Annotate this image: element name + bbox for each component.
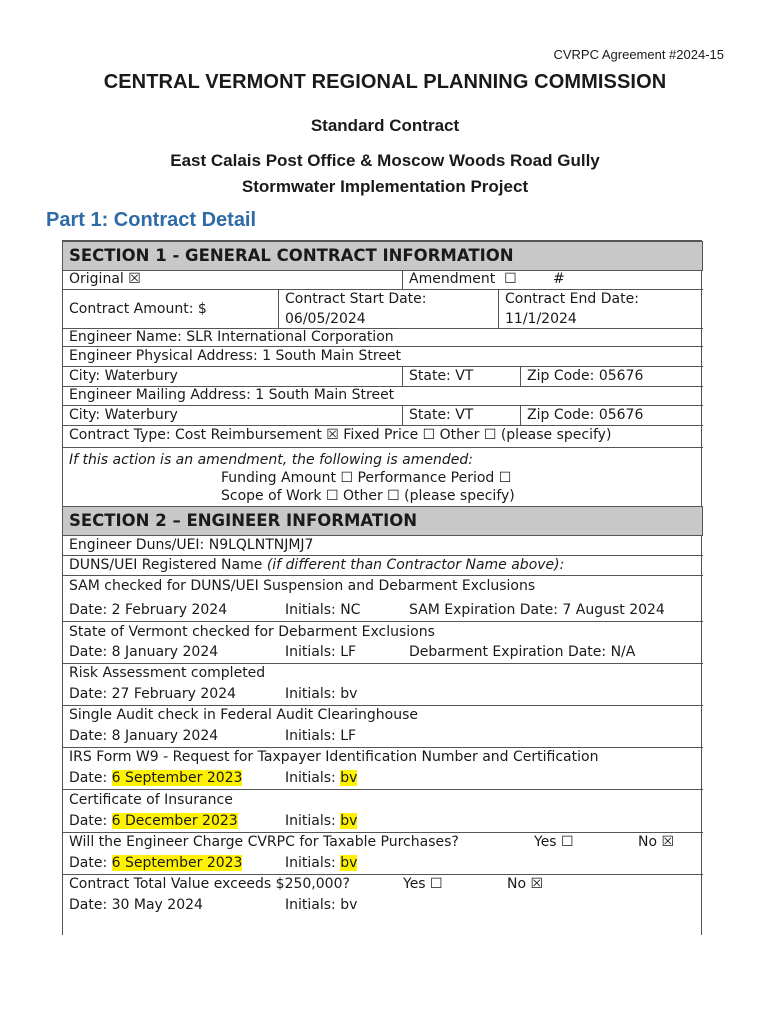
sam-check-title: SAM checked for DUNS/UEI Suspension and Debarment Exclusions (69, 578, 536, 594)
total-value-yes[interactable]: Yes ☐ (403, 876, 443, 892)
original-label: Original ☒ (69, 271, 141, 287)
sam-expiration: SAM Expiration Date: 7 August 2024 (409, 602, 665, 618)
sam-check-initials: Initials: NC (285, 602, 361, 618)
original-checkbox[interactable]: ☒ (128, 271, 141, 287)
insurance-title: Certificate of Insurance (69, 792, 233, 808)
engineer-mailing-address: Engineer Mailing Address: 1 South Main Street (69, 387, 395, 403)
taxable-date: Date: 6 September 2023 (69, 855, 243, 871)
insurance-initials: Initials: bv (285, 813, 358, 829)
single-audit-title: Single Audit check in Federal Audit Clearinghouse (69, 707, 419, 723)
vt-debarment-initials: Initials: LF (285, 644, 357, 660)
taxable-yes[interactable]: Yes ☐ (534, 834, 574, 850)
amendment-checkbox[interactable]: ☐ (504, 271, 517, 287)
irs-w9-title: IRS Form W9 - Request for Taxpayer Identification Number and Certification (69, 749, 599, 765)
vt-debarment-expiration: Debarment Expiration Date: N/A (409, 644, 636, 660)
zip-physical: Zip Code: 05676 (527, 368, 644, 384)
taxable-purchases-title: Will the Engineer Charge CVRPC for Taxable Purchases? (69, 834, 459, 850)
amendment-options-line1: Funding Amount ☐ Performance Period ☐ (221, 470, 512, 486)
zip-mailing: Zip Code: 05676 (527, 407, 644, 423)
total-value-initials: Initials: bv (285, 897, 358, 913)
vt-debarment-title: State of Vermont checked for Debarment Exclusions (69, 624, 435, 640)
risk-assessment-title: Risk Assessment completed (69, 665, 266, 681)
section1-header: SECTION 1 - GENERAL CONTRACT INFORMATION (62, 241, 703, 271)
project-title-line1: East Calais Post Office & Moscow Woods Road Gully (170, 151, 600, 170)
part-heading: Part 1: Contract Detail (46, 209, 257, 231)
vt-debarment-date: Date: 8 January 2024 (69, 644, 219, 660)
section2-header: SECTION 2 – ENGINEER INFORMATION (62, 506, 703, 536)
risk-assessment-initials: Initials: bv (285, 686, 358, 702)
irs-w9-initials: Initials: bv (285, 770, 358, 786)
taxable-initials: Initials: bv (285, 855, 358, 871)
insurance-date: Date: 6 December 2023 (69, 813, 238, 829)
city-mailing: City: Waterbury (69, 407, 178, 423)
engineer-duns: Engineer Duns/UEI: N9LQLNTNJMJ7 (69, 537, 314, 553)
duns-registered-name: DUNS/UEI Registered Name (if different than Contractor Name above): (69, 557, 565, 573)
contract-start-label: Contract Start Date: (285, 291, 427, 307)
engineer-name: Engineer Name: SLR International Corporation (69, 329, 394, 345)
state-mailing: State: VT (409, 407, 474, 423)
total-value-date: Date: 30 May 2024 (69, 897, 203, 913)
contract-end-label: Contract End Date: (505, 291, 639, 307)
state-physical: State: VT (409, 368, 474, 384)
contract-amount: Contract Amount: $ (69, 301, 207, 317)
city-physical: City: Waterbury (69, 368, 178, 384)
risk-assessment-date: Date: 27 February 2024 (69, 686, 237, 702)
irs-w9-date: Date: 6 September 2023 (69, 770, 243, 786)
sam-check-date: Date: 2 February 2024 (69, 602, 228, 618)
contract-type: Contract Type: Cost Reimbursement ☒ Fixed Price ☐ Other ☐ (please specify) (69, 427, 612, 443)
agreement-number: CVRPC Agreement #2024-15 (553, 47, 724, 62)
amendment-label: Amendment ☐ (409, 271, 517, 287)
amendment-options-line2: Scope of Work ☐ Other ☐ (please specify) (221, 488, 515, 504)
organization-title: CENTRAL VERMONT REGIONAL PLANNING COMMISSION (103, 71, 667, 93)
amendment-number: # (553, 271, 565, 287)
total-value-title: Contract Total Value exceeds $250,000? (69, 876, 350, 892)
contract-end-date: 11/1/2024 (505, 311, 577, 327)
contract-start-date: 06/05/2024 (285, 311, 366, 327)
project-title-line2: Stormwater Implementation Project (241, 177, 529, 196)
amendment-note: If this action is an amendment, the following is amended: (69, 452, 473, 468)
taxable-no[interactable]: No ☒ (638, 834, 675, 850)
single-audit-date: Date: 8 January 2024 (69, 728, 219, 744)
document-type: Standard Contract (310, 116, 460, 135)
engineer-physical-address: Engineer Physical Address: 1 South Main Street (69, 348, 402, 364)
total-value-no[interactable]: No ☒ (507, 876, 544, 892)
single-audit-initials: Initials: LF (285, 728, 357, 744)
